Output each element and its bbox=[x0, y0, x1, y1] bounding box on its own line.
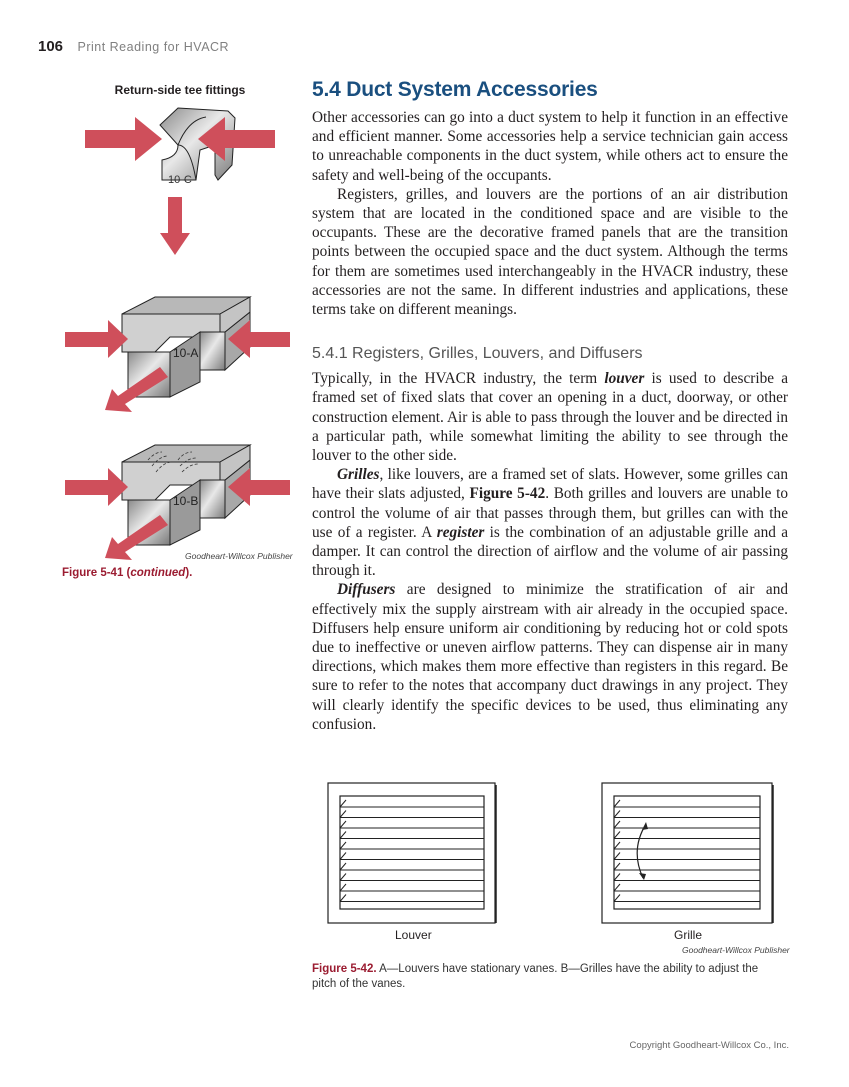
figure-credit: Goodheart-Willcox Publisher bbox=[185, 551, 293, 561]
figure-5-42-caption bbox=[312, 962, 782, 992]
figure-credit: Goodheart-Willcox Publisher bbox=[682, 945, 790, 955]
grille-illustration bbox=[602, 783, 773, 923]
main-column bbox=[312, 78, 788, 734]
panel-label-louver: Louver bbox=[395, 928, 432, 942]
caption-text: ). bbox=[185, 567, 193, 579]
fitting-10c-illustration bbox=[80, 105, 280, 265]
term-register: register bbox=[436, 523, 485, 541]
arrow-in-left-icon bbox=[65, 468, 128, 506]
book-title: Print Reading for HVACR bbox=[77, 40, 230, 54]
fitting-10b-illustration bbox=[60, 440, 290, 560]
caption-text: Figure 5-41 ( bbox=[62, 567, 131, 579]
panel-label-grille: Grille bbox=[674, 928, 703, 942]
term-diffusers: Diffusers bbox=[337, 581, 396, 599]
subsection-heading: 5.4.1 Registers, Grilles, Louvers, and Diffusers bbox=[312, 345, 643, 363]
fitting-label: 10-B bbox=[173, 494, 199, 508]
page-number: 106 bbox=[38, 38, 64, 55]
paragraph: Other accessories can go into a duct system to help it function in an effective and efficient manner. Some accessories help a service technician gain access to unreachable components in the duct system, while others act to ensure the safety and well-being of the occupants. bbox=[312, 109, 788, 184]
paragraph-louver: Typically, in the HVACR industry, the term louver is used to describe a framed set of fixed slats that cover an opening in a duct, doorway, or other construction element. Air is able to pass through the louver and be directed in a particular path, while somewhat limiting the ability to see through the louver to the other side. bbox=[312, 370, 788, 465]
fitting-10a-illustration bbox=[60, 292, 290, 417]
figure-title: Return-side tee fittings bbox=[114, 83, 246, 97]
caption-text: A—Louvers have stationary vanes. B—Grilles have the ability to adjust the pitch of the vanes. bbox=[312, 963, 759, 990]
figure-reference[interactable]: Figure 5-42 bbox=[469, 485, 546, 503]
paragraph-diffusers: Diffusers are designed to minimize the stratification of air and effectively mix the supply airstream with air already in the occupied space. Diffusers help ensure uniform air conditioning by reducing hot or cold spots due to ineffective or uneven airflow patterns. They can dispense air in many directions, which makes them more effective than registers in this regard. Be sure to refer to the notes that accompany duct drawings in any project. They will clearly identify the specific devices to be used, thus eliminating any confusion. bbox=[312, 581, 788, 733]
figure-caption bbox=[62, 567, 192, 579]
figure-5-42 bbox=[312, 770, 792, 960]
caption-number: Figure 5-42. bbox=[312, 963, 377, 975]
fitting-label: 10-C bbox=[168, 174, 192, 186]
caption-italic: continued bbox=[130, 567, 186, 579]
arrow-in-left-icon bbox=[65, 320, 128, 358]
louver-illustration bbox=[328, 783, 496, 923]
copyright: Copyright Goodheart-Willcox Co., Inc. bbox=[629, 1040, 789, 1051]
arrow-out-down-icon bbox=[160, 197, 190, 255]
section-heading: 5.4 Duct System Accessories bbox=[312, 78, 598, 101]
term-louver: louver bbox=[604, 370, 645, 388]
paragraph-grilles: Grilles, like louvers, are a framed set of slats. However, some grilles can have their slats adjusted, Figure 5-42. Both grilles and louvers are unable to control the volume of air that passes through them, but grilles can with the use of a register. A register is the combination of an adjustable grille and a damper. It can control the direction of airflow and the volume of air passing through it. bbox=[312, 466, 789, 580]
term-grilles: Grilles bbox=[337, 466, 380, 484]
paragraph: Registers, grilles, and louvers are the portions of an air distribution system that are located in the conditioned space and are visible to the occupants. These are the decorative framed panels that are the transition points between the occupied space and the duct system. Although the terms for them are sometimes used interchangeably in the HVACR industry, these accessories are not the same. In different industries and applications, these terms take on different meanings. bbox=[312, 185, 788, 319]
arrow-in-left-icon bbox=[85, 117, 162, 161]
running-head bbox=[38, 38, 229, 56]
fitting-label: 10-A bbox=[173, 346, 199, 360]
